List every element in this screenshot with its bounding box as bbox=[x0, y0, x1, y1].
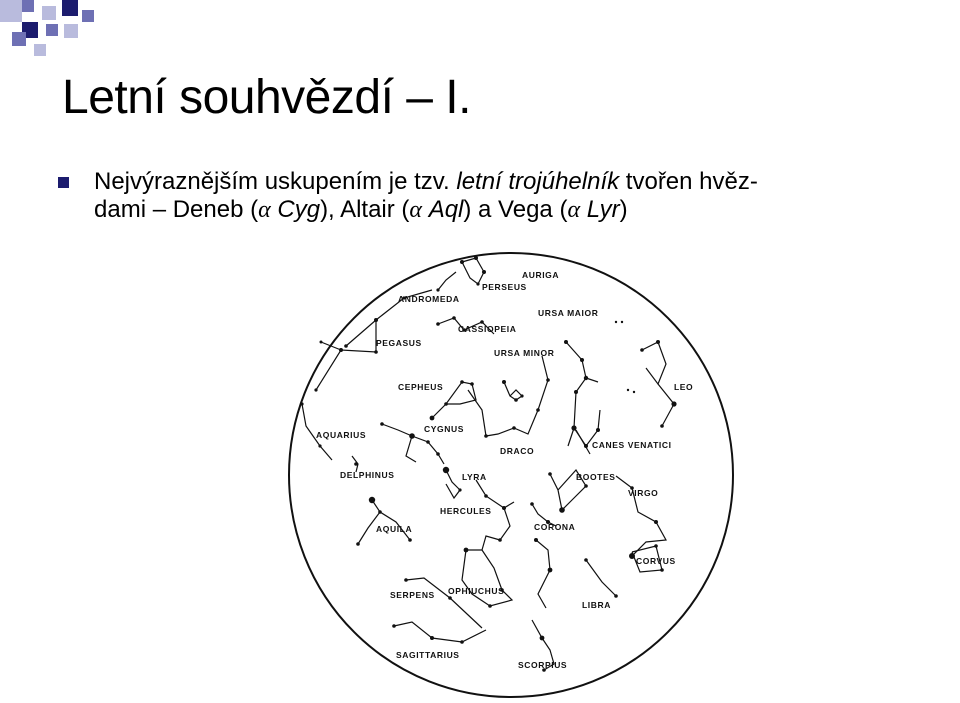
text-segment: Nejvýraznějším uskupením je tzv. bbox=[94, 168, 450, 195]
label-scorpius: SCORPIUS bbox=[518, 660, 568, 670]
alpha-symbol: α bbox=[567, 197, 581, 223]
label-cygnus: CYGNUS bbox=[424, 424, 464, 434]
label-ursa-maior: URSA MAIOR bbox=[538, 308, 599, 318]
slide-title: Letní souhvězdí – I. bbox=[62, 71, 471, 124]
label-cepheus: CEPHEUS bbox=[398, 382, 444, 392]
label-ursa-minor: URSA MINOR bbox=[494, 348, 555, 358]
bullet-square-icon bbox=[58, 177, 69, 188]
text-aql: Aql bbox=[428, 196, 464, 223]
label-andromeda: ANDROMEDA bbox=[398, 294, 460, 304]
label-cassiopeia: CASSIOPEIA bbox=[458, 324, 517, 334]
text-segment: dami – Deneb ( bbox=[94, 196, 259, 223]
bullet-line-1 bbox=[94, 168, 918, 196]
decorative-squares bbox=[0, 0, 960, 60]
label-aquarius: AQUARIUS bbox=[316, 430, 367, 440]
text-lyr: Lyr bbox=[586, 196, 620, 223]
label-pegasus: PEGASUS bbox=[376, 338, 422, 348]
star-map bbox=[286, 250, 736, 700]
label-virgo: VIRGO bbox=[628, 488, 659, 498]
text-segment: ) a Vega ( bbox=[463, 196, 568, 223]
text-cyg: Cyg bbox=[277, 196, 321, 223]
bullet-text bbox=[94, 168, 918, 224]
label-corona: CORONA bbox=[534, 522, 576, 532]
label-delphinus: DELPHINUS bbox=[340, 470, 395, 480]
label-bootes: BOOTES bbox=[576, 472, 616, 482]
label-canes-venatici: CANES VENATICI bbox=[592, 440, 672, 450]
label-ophiuchus: OPHIUCHUS bbox=[448, 586, 505, 596]
text-segment: ) bbox=[619, 196, 628, 223]
label-hercules: HERCULES bbox=[440, 506, 492, 516]
label-libra: LIBRA bbox=[582, 600, 611, 610]
bullet-item bbox=[58, 168, 918, 224]
text-italic-term: letní trojúhelník bbox=[456, 168, 620, 195]
label-lyra: LYRA bbox=[462, 472, 487, 482]
label-perseus: PERSEUS bbox=[482, 282, 527, 292]
label-draco: DRACO bbox=[500, 446, 535, 456]
alpha-symbol: α bbox=[409, 197, 423, 223]
label-leo: LEO bbox=[674, 382, 694, 392]
text-segment: ), Altair ( bbox=[320, 196, 410, 223]
label-serpens: SERPENS bbox=[390, 590, 435, 600]
bullet-line-2 bbox=[94, 196, 918, 224]
text-segment: tvořen hvěz- bbox=[625, 168, 758, 195]
label-sagittarius: SAGITTARIUS bbox=[396, 650, 460, 660]
alpha-symbol: α bbox=[258, 197, 271, 223]
label-aquila: AQUILA bbox=[376, 524, 413, 534]
label-auriga: AURIGA bbox=[522, 270, 560, 280]
label-corvus: CORVUS bbox=[636, 556, 676, 566]
